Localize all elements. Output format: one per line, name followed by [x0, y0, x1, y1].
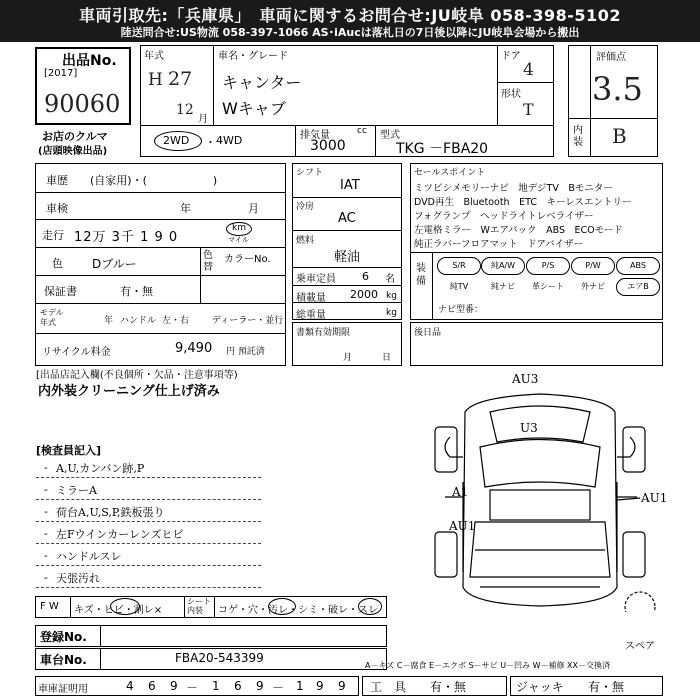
diagram-label-left-1: A1	[452, 485, 469, 499]
cert-part-1: 4	[126, 679, 134, 693]
car-name-line-2: Wキャブ	[222, 99, 286, 118]
model-month-value: 12	[176, 102, 194, 118]
recycle-unit: 円 預託済	[226, 347, 265, 357]
drive-separator: ・	[205, 136, 216, 149]
vehicle-damage-diagram	[405, 372, 675, 612]
recycle-value: 9,490	[175, 341, 213, 356]
equip-leather: 革シート	[532, 282, 564, 291]
displacement-label: 排気量	[300, 130, 330, 141]
capacity-unit: 名	[385, 274, 395, 285]
model-year-value: 27	[168, 68, 193, 90]
model-row-label: モデル年式	[40, 308, 64, 327]
spare-label: スペア	[625, 641, 655, 652]
fw-label: F W	[40, 601, 59, 612]
ac-label: 冷房	[296, 202, 315, 212]
load-unit: kg	[386, 291, 397, 301]
equipment-label: 装備	[416, 263, 426, 287]
history-value: (自家用)・( )	[90, 174, 218, 187]
inspector-dash-6: -	[44, 571, 48, 584]
inspector-line-5: ハンドルスレ	[56, 550, 122, 563]
inspector-line-1: A,U,カンバン跡,P	[56, 462, 145, 475]
equip-ps: P/S	[526, 257, 570, 275]
drive-4wd: 4WD	[216, 134, 243, 147]
lot-year-tag: [2017]	[44, 68, 78, 79]
damage-legend: A－キズ C－腐食 E－エクボ S－サビ U－凹み W－補修 XX－交換済	[365, 661, 611, 670]
inspector-dash-4: -	[44, 527, 48, 540]
inspector-line-6: 天張汚れ	[56, 572, 100, 585]
model-row-lr: 左・右	[162, 316, 190, 326]
diagram-label-right: AU1	[641, 491, 668, 505]
cert-sep-2: －	[272, 681, 285, 695]
model-year-era: H	[148, 70, 163, 90]
cert-part-6: 9	[256, 679, 264, 693]
ac-value: AC	[338, 211, 356, 226]
cert-part-3: 9	[170, 679, 178, 693]
model-code-label: 型式	[380, 130, 400, 141]
after-date-label: 後日品	[414, 328, 442, 338]
gross-label: 総重量	[296, 310, 326, 321]
equip-airbag: エアB	[616, 278, 660, 296]
inspector-dash-1: -	[44, 461, 48, 474]
fuel-label: 燃料	[296, 236, 315, 246]
shift-value: IAT	[340, 178, 360, 193]
chassis-value: FBA20-543399	[175, 651, 264, 665]
color-change-label: 色替	[203, 250, 213, 273]
tools-value: 有・無	[430, 680, 467, 694]
history-label: 車歴	[46, 174, 68, 187]
inspector-label: [検査員記入]	[36, 444, 102, 457]
banner-line-1: 車両引取先:「兵庫県」 車両に関するお問合せ:JU岐阜 058-398-5102	[79, 6, 621, 25]
door-label: ドア	[501, 51, 521, 62]
cert-part-9: 9	[338, 679, 346, 693]
displacement-value: 3000	[310, 138, 346, 154]
shop-video-label: (店頭映像出品)	[38, 146, 108, 157]
shop-car-label: お店のクルマ	[42, 130, 108, 143]
cert-part-4: 1	[212, 679, 220, 693]
equip-navi: 純ナビ	[491, 282, 515, 291]
color-value: Dブルー	[92, 257, 137, 271]
sales-point-line-5: 純正ラバーフロアマット ドアバイザー	[414, 239, 584, 250]
jack-label: ジャッキ	[516, 680, 564, 694]
inspector-line-4: 左Fウインカーレンズヒビ	[56, 528, 184, 541]
inspector-dash-5: -	[44, 549, 48, 562]
jack-value: 有・無	[588, 680, 625, 694]
score-value: 3.5	[592, 70, 643, 108]
equip-tv: 純TV	[449, 282, 469, 291]
fw-circle-3	[358, 598, 382, 615]
score-label: 評価点	[596, 52, 626, 63]
fuel-value: 軽油	[334, 250, 361, 265]
fw-circle-1	[110, 598, 140, 615]
capacity-value: 6	[362, 270, 369, 283]
inspection-label: 車検	[46, 202, 68, 215]
capacity-label: 乗車定員	[296, 274, 336, 285]
load-label: 積載量	[296, 293, 326, 304]
sales-point-line-1: ミツビシメモリーナビ 地デジTV Bモニター	[414, 183, 613, 194]
model-month-unit: 月	[198, 114, 208, 125]
inspection-year: 年	[180, 202, 191, 215]
color-code-label: カラーNo.	[224, 254, 271, 265]
cert-part-5: 6	[234, 679, 242, 693]
car-name-label: 車名・グレード	[218, 51, 288, 62]
registration-box	[35, 625, 387, 647]
displacement-unit: cc	[357, 126, 367, 136]
inspector-line-2: ミラーA	[56, 484, 97, 497]
model-row-year: 年	[104, 316, 114, 326]
warranty-value: 有・無	[120, 285, 153, 298]
inspector-line-3: 荷台A,U,S,P,鉄板張り	[56, 506, 165, 519]
header-banner	[0, 0, 700, 42]
model-row-steering: ハンドル	[120, 316, 157, 326]
mileage-value: 12万 3千 1 9 0	[74, 230, 179, 245]
diagram-label-top: AU3	[512, 372, 539, 386]
warranty-label: 保証書	[44, 285, 77, 298]
equip-alloy: 純A/W	[481, 257, 525, 275]
recycle-label: リサイクル料金	[42, 347, 111, 358]
gross-unit: kg	[386, 308, 397, 318]
top-info-grid	[140, 45, 554, 157]
car-name-line-1: キャンター	[222, 73, 302, 92]
color-label: 色	[52, 257, 63, 270]
sales-points-label: セールスポイント	[414, 168, 486, 178]
sales-point-line-2: DVD再生 Bluetooth ETC キーレスエントリー	[414, 197, 632, 208]
navi-model-label: ナビ型番：	[438, 305, 484, 315]
fw-seat: シート内装	[187, 597, 211, 615]
chassis-label: 車台No.	[40, 653, 87, 667]
equip-pw: P/W	[571, 257, 615, 275]
drive-2wd: 2WD	[163, 134, 190, 147]
fw-items: キズ・ヒビ・割レ×	[74, 605, 163, 616]
model-code-value: TKG －FBA20	[396, 141, 489, 157]
registration-label: 登録No.	[40, 630, 87, 644]
door-value: 4	[523, 60, 534, 80]
model-year-label: 年式	[144, 51, 164, 62]
cert-part-2: 6	[148, 679, 156, 693]
cert-label: 車庫証明用	[38, 684, 88, 695]
diagram-label-roof: U3	[520, 421, 538, 435]
equip-sr: S/R	[437, 257, 481, 275]
notes-label: [出品店記入欄(不良個所・欠品・注意事項等)	[36, 370, 238, 381]
notes-value: 内外装クリーニング仕上げ済み	[38, 384, 220, 399]
lot-label: 出品No.	[62, 53, 117, 69]
cert-part-8: 9	[316, 679, 324, 693]
equip-abs: ABS	[616, 257, 660, 275]
inspector-dash-2: -	[44, 483, 48, 496]
inspector-dash-3: -	[44, 505, 48, 518]
sales-point-line-4: 左電格ミラー Wエアバック ABS ECOモード	[414, 225, 623, 236]
fw-items-2: コゲ・穴・汚レ・シミ・破レ・スレ	[218, 605, 378, 616]
cert-part-7: 1	[296, 679, 304, 693]
sales-point-line-3: フォグランプ ヘッドライトレベライザー	[414, 211, 594, 222]
cert-sep-1: －	[186, 681, 199, 695]
model-row-dealer: ディーラー・並行	[212, 316, 284, 326]
mileage-unit-km: km	[232, 223, 246, 233]
diagram-label-left-2: AU1	[449, 519, 476, 533]
fw-circle-2	[268, 598, 296, 615]
expiry-month: 月	[343, 353, 353, 363]
expiry-label: 書類有効期限	[296, 328, 351, 338]
inspection-month: 月	[248, 202, 259, 215]
shape-label: 形状	[501, 89, 521, 100]
mileage-label: 走行	[42, 229, 64, 242]
expiry-day: 日	[382, 353, 392, 363]
shift-label: シフト	[296, 168, 324, 178]
interior-value: B	[612, 124, 627, 148]
interior-label: 内装	[573, 125, 583, 148]
banner-line-2: 陸送問合せ:US物流 058-397-1066 AS･iAucは落札日の7日後以降にJU岐阜会場から搬出	[120, 26, 580, 39]
load-value: 2000	[350, 288, 378, 301]
equip-ext-navi: 外ナビ	[581, 282, 605, 291]
lot-number: 90060	[44, 90, 121, 118]
shape-value: T	[523, 100, 534, 119]
after-date-box	[410, 322, 663, 366]
tools-label: 工 具	[370, 680, 407, 694]
mileage-unit-mile: マイル	[228, 236, 249, 244]
